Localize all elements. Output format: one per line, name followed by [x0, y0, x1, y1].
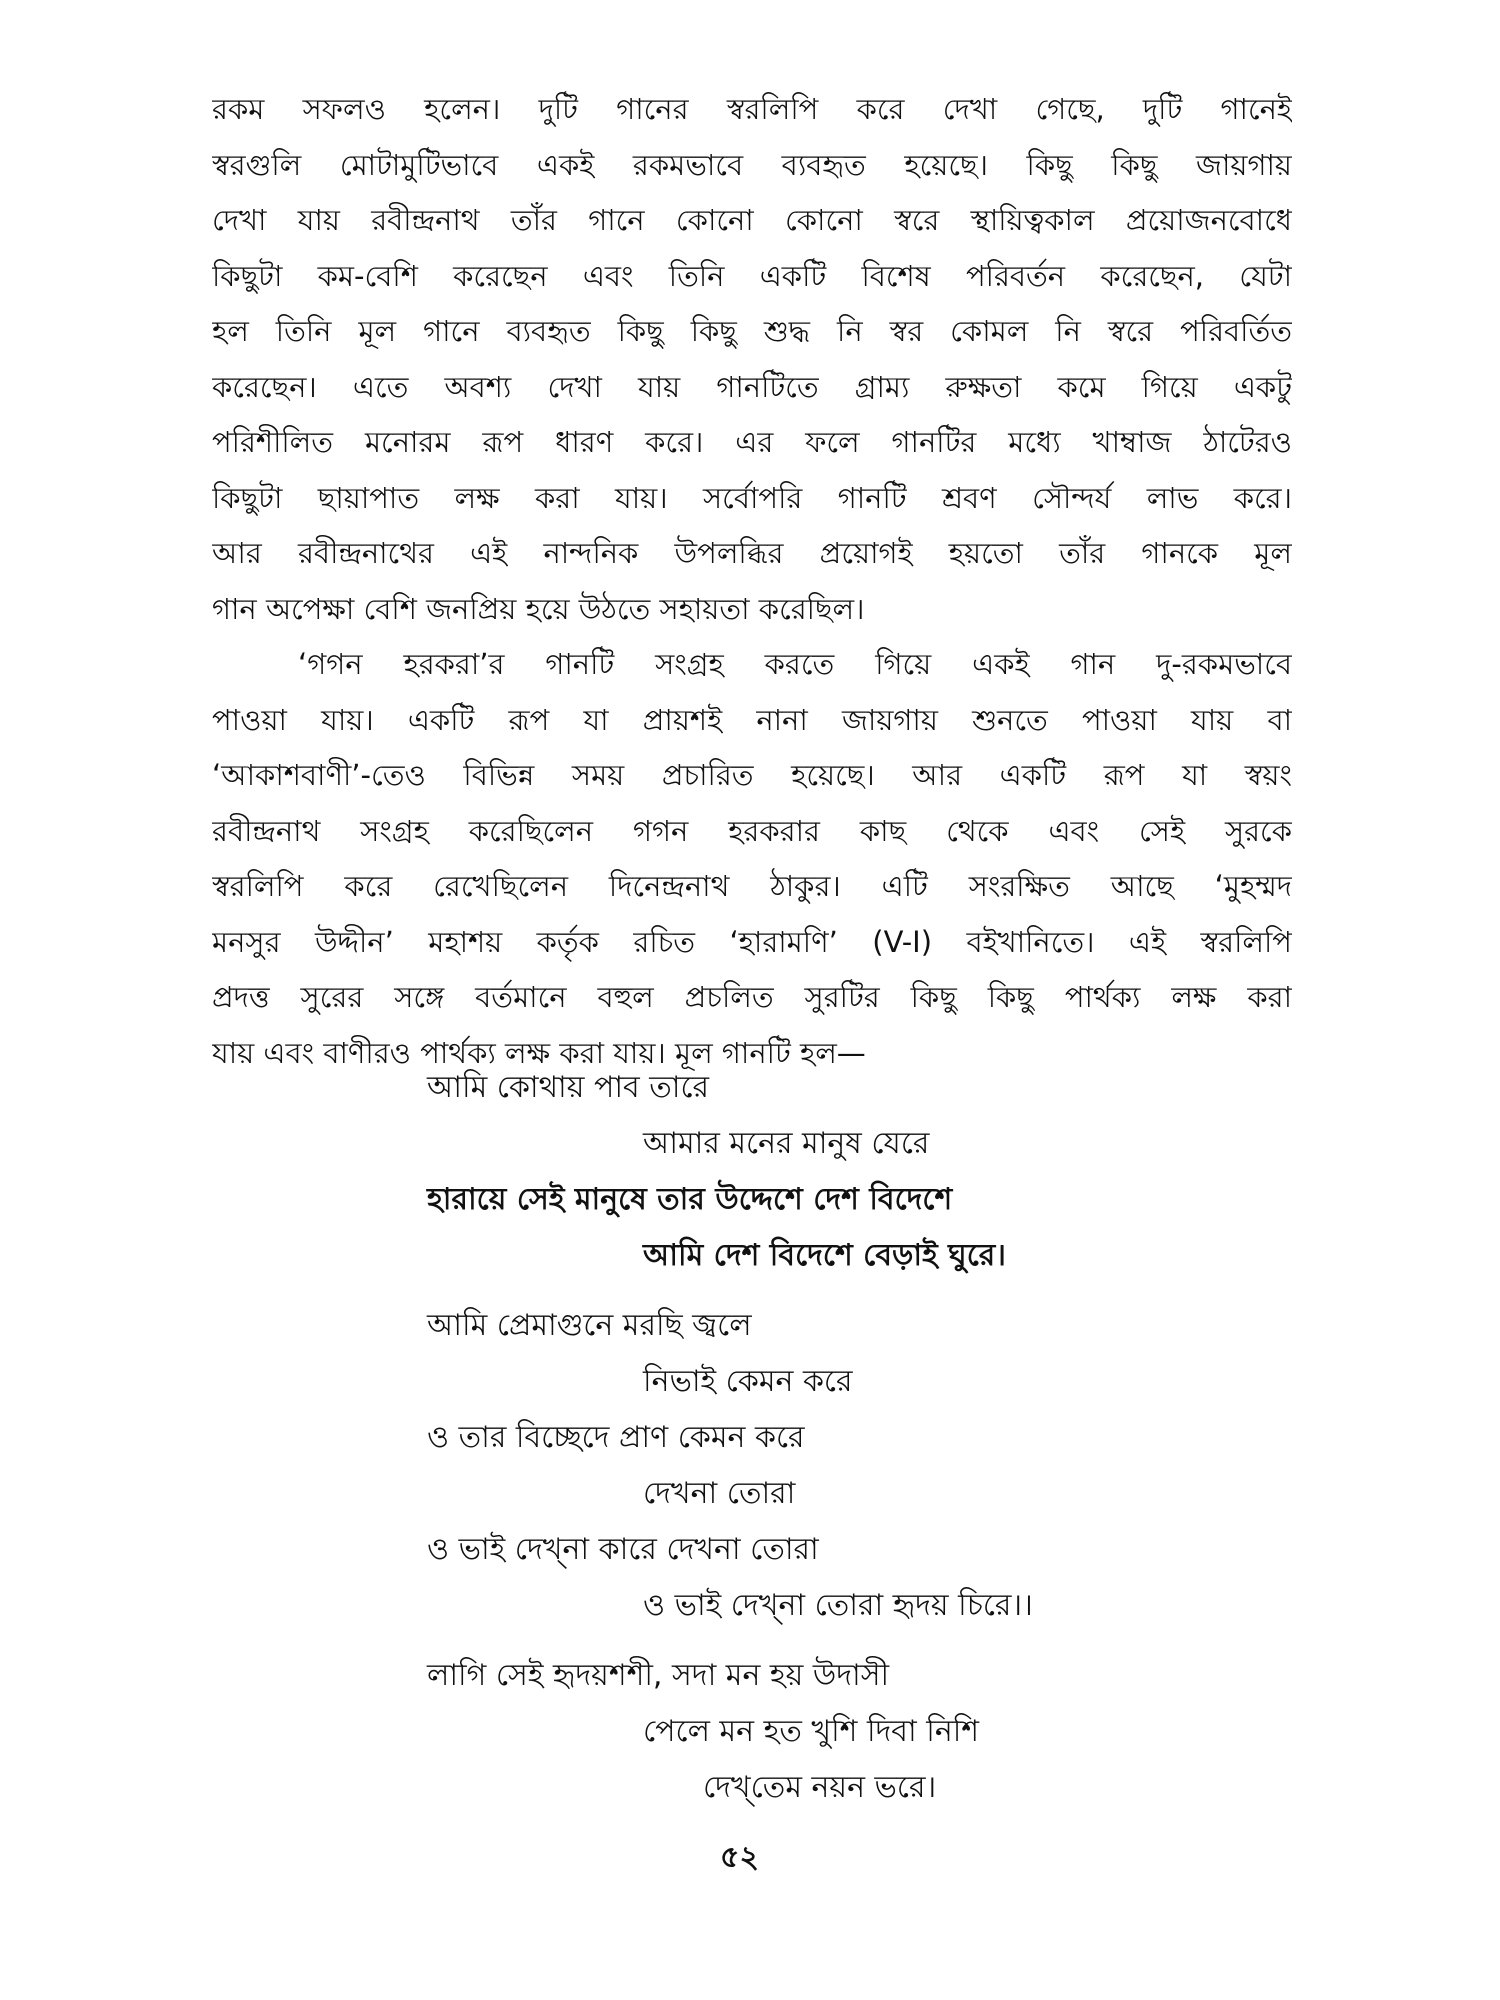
song-line: আমার মনের মানুষ যেরে — [643, 1126, 930, 1161]
paragraph-1-line: দেখা যায় রবীন্দ্রনাথ তাঁর গানে কোনো কোনো স্বরে স্থায়িত্বকাল প্রয়োজনবোধে — [212, 203, 1292, 237]
song-line: আমি প্রেমাগুনে মরছি জ্বলে — [427, 1308, 752, 1343]
page-number: ৫২ — [720, 1840, 759, 1875]
paragraph-2-line: রবীন্দ্রনাথ সংগ্রহ করেছিলেন গগন হরকরার কাছ থেকে এবং সেই সুরকে — [212, 813, 1292, 848]
paragraph-2-line: ‘গগন হরকরা’র গানটি সংগ্রহ করতে গিয়ে একই গান দু-রকমভাবে — [298, 647, 1292, 681]
paragraph-2-line: প্রদত্ত সুরের সঙ্গে বর্তমানে বহুল প্রচলিত সুরটির কিছু কিছু পার্থক্য লক্ষ করা — [212, 980, 1292, 1014]
paragraph-2-line: পাওয়া যায়। একটি রূপ যা প্রায়শই নানা জায়গায় শুনতে পাওয়া যায় বা — [212, 702, 1292, 737]
body-text — [212, 82, 1292, 1081]
song-line: ও ভাই দেখ্‌না কারে দেখনা তোরা — [427, 1532, 819, 1567]
paragraph-2-line: ‘আকাশবাণী’-তেও বিভিন্ন সময় প্রচারিত হয়েছে। আর একটি রূপ যা স্বয়ং — [212, 758, 1292, 792]
paragraph-1-line: গান অপেক্ষা বেশি জনপ্রিয় হয়ে উঠতে সহায়তা করেছিল। — [212, 591, 865, 626]
paragraph-1-line: কিছুটা ছায়াপাত লক্ষ করা যায়। সর্বোপরি গানটি শ্রবণ সৌন্দর্য লাভ করে। — [212, 480, 1292, 515]
paragraph-2-line: মনসুর উদ্দীন’ মহাশয় কর্তৃক রচিত ‘হারামণি’ (V-I) বইখানিতে। এই স্বরলিপি — [212, 924, 1292, 959]
paragraph-1-line: পরিশীলিত মনোরম রূপ ধারণ করে। এর ফলে গানটির মধ্যে খাম্বাজ ঠাটেরও — [212, 425, 1292, 459]
paragraph-1-line: রকম সফলও হলেন। দুটি গানের স্বরলিপি করে দেখা গেছে, দুটি গানেই — [212, 92, 1292, 126]
paragraph-1-line: আর রবীন্দ্রনাথের এই নান্দনিক উপলব্ধির প্রয়োগই হয়তো তাঁর গানকে মূল — [212, 536, 1292, 570]
paragraph-2-line: যায় এবং বাণীরও পার্থক্য লক্ষ করা যায়। মূল গানটি হল— — [212, 1035, 866, 1070]
song-line: লাগি সেই হৃদয়শশী, সদা মন হয় উদাসী — [427, 1658, 890, 1693]
song-line: দেখ্‌তেম নয়ন ভরে। — [703, 1770, 937, 1805]
song-line: ও তার বিচ্ছেদে প্রাণ কেমন করে — [427, 1420, 805, 1455]
song-line: দেখনা তোরা — [643, 1476, 796, 1511]
song-line: পেলে মন হত খুশি দিবা নিশি — [643, 1714, 980, 1749]
paragraph-1-line: হল তিনি মূল গানে ব্যবহৃত কিছু কিছু শুদ্ধ নি স্বর কোমল নি স্বরে পরিবর্তিত — [212, 314, 1292, 348]
song-line: আমি কোথায় পাব তারে — [427, 1070, 710, 1105]
song-line: ও ভাই দেখ্‌না তোরা হৃদয় চিরে।। — [643, 1588, 1033, 1623]
paragraph-1-line: স্বরগুলি মোটামুটিভাবে একই রকমভাবে ব্যবহৃত হয়েছে। কিছু কিছু জায়গায় — [212, 147, 1292, 182]
paragraph-1-line: কিছুটা কম-বেশি করেছেন এবং তিনি একটি বিশেষ পরিবর্তন করেছেন, যেটা — [212, 258, 1292, 293]
song-line: হারায়ে সেই মানুষে তার উদ্দেশে দেশ বিদেশে — [427, 1182, 953, 1217]
paragraph-1-line: করেছেন। এতে অবশ্য দেখা যায় গানটিতে গ্রাম্য রুক্ষতা কমে গিয়ে একটু — [212, 369, 1292, 404]
paragraph-2-line: স্বরলিপি করে রেখেছিলেন দিনেন্দ্রনাথ ঠাকুর। এটি সংরক্ষিত আছে ‘মুহম্মদ — [212, 869, 1292, 903]
song-line: আমি দেশ বিদেশে বেড়াই ঘুরে। — [643, 1238, 1006, 1273]
song-line: নিভাই কেমন করে — [643, 1364, 853, 1399]
